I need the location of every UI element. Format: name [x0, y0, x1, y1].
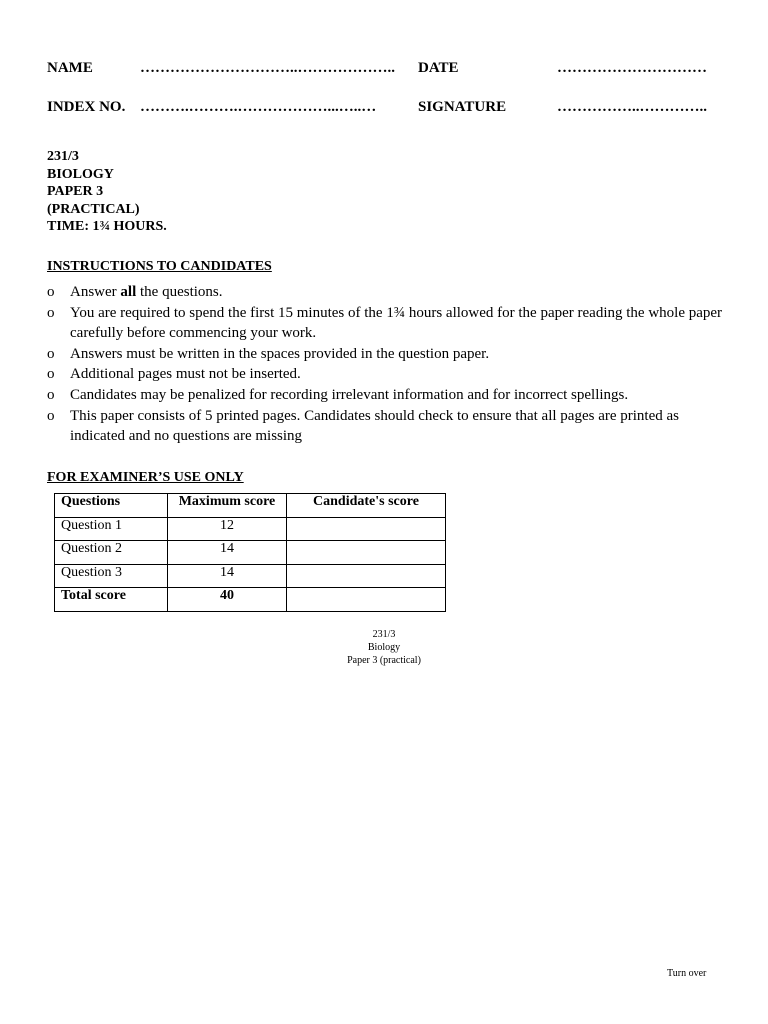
- candidate-score-cell[interactable]: [287, 564, 446, 588]
- signature-field[interactable]: ……………..…………..: [557, 99, 707, 115]
- instruction-item: o This paper consists of 5 printed pages. Candidates should check to ensure that all pages are printed as indicated and no questions are missing: [47, 406, 727, 447]
- index-field[interactable]: ……….……….………………...…..…: [140, 99, 377, 115]
- instruction-item: o Additional pages must not be inserted.: [47, 364, 727, 385]
- max-score-cell: 14: [168, 541, 287, 565]
- table-row: [55, 517, 446, 541]
- bullet-icon: o: [47, 386, 55, 403]
- total-label-cell: Total score: [55, 588, 168, 612]
- paper-code: 231/3: [47, 149, 79, 164]
- name-label: NAME: [47, 60, 93, 76]
- total-row: [55, 588, 446, 612]
- paper-number: PAPER 3: [47, 184, 104, 200]
- total-max-cell: 40: [168, 588, 287, 612]
- paper-type: (PRACTICAL): [47, 201, 140, 217]
- date-label: DATE: [418, 60, 459, 76]
- question-cell: Question 3: [55, 564, 168, 588]
- instruction-item: o You are required to spend the first 15 minutes of the 1¾ hours allowed for the paper reading the whole paper carefully before commencing your work.: [47, 303, 727, 344]
- question-cell: Question 1: [55, 517, 168, 541]
- bullet-icon: o: [47, 304, 55, 321]
- table-header-row: [55, 494, 446, 518]
- examiner-title: FOR EXAMINER’S USE ONLY: [47, 470, 244, 485]
- score-table: [54, 493, 446, 612]
- header-questions: Questions: [55, 494, 168, 518]
- footer-paper: Paper 3 (practical): [347, 655, 421, 666]
- paper-subject: BIOLOGY: [47, 166, 114, 182]
- question-cell: Question 2: [55, 541, 168, 565]
- candidate-score-cell[interactable]: [287, 541, 446, 565]
- signature-label: SIGNATURE: [418, 99, 507, 115]
- paper-info: [47, 148, 167, 236]
- date-field[interactable]: …………………………: [557, 60, 707, 76]
- paper-time: TIME: 1¾ HOURS.: [47, 219, 167, 235]
- index-label: INDEX NO.: [47, 99, 126, 115]
- max-score-cell: 14: [168, 564, 287, 588]
- instruction-item: o Answer all the questions.: [47, 282, 727, 303]
- header-max-score: Maximum score: [168, 494, 287, 518]
- page-footer: [284, 628, 484, 667]
- instructions-list: [47, 282, 727, 447]
- turn-over-label: Turn over: [667, 968, 707, 979]
- footer-subject: Biology: [367, 642, 401, 653]
- max-score-cell: 12: [168, 517, 287, 541]
- footer-code: 231/3: [372, 629, 396, 640]
- name-field[interactable]: …………………………..………………..: [140, 60, 395, 76]
- instruction-item: o Candidates may be penalized for recording irrelevant information and for incorrect spellings.: [47, 385, 727, 406]
- table-row: [55, 564, 446, 588]
- header-candidate-score: Candidate's score: [287, 494, 446, 518]
- bullet-icon: o: [47, 345, 55, 362]
- candidate-score-cell[interactable]: [287, 517, 446, 541]
- table-row: [55, 541, 446, 565]
- instruction-item: o Answers must be written in the spaces provided in the question paper.: [47, 344, 727, 365]
- bullet-icon: o: [47, 407, 55, 424]
- instructions-title: INSTRUCTIONS TO CANDIDATES: [47, 259, 272, 274]
- total-candidate-cell[interactable]: [287, 588, 446, 612]
- bullet-icon: o: [47, 284, 55, 300]
- bullet-icon: o: [47, 366, 55, 383]
